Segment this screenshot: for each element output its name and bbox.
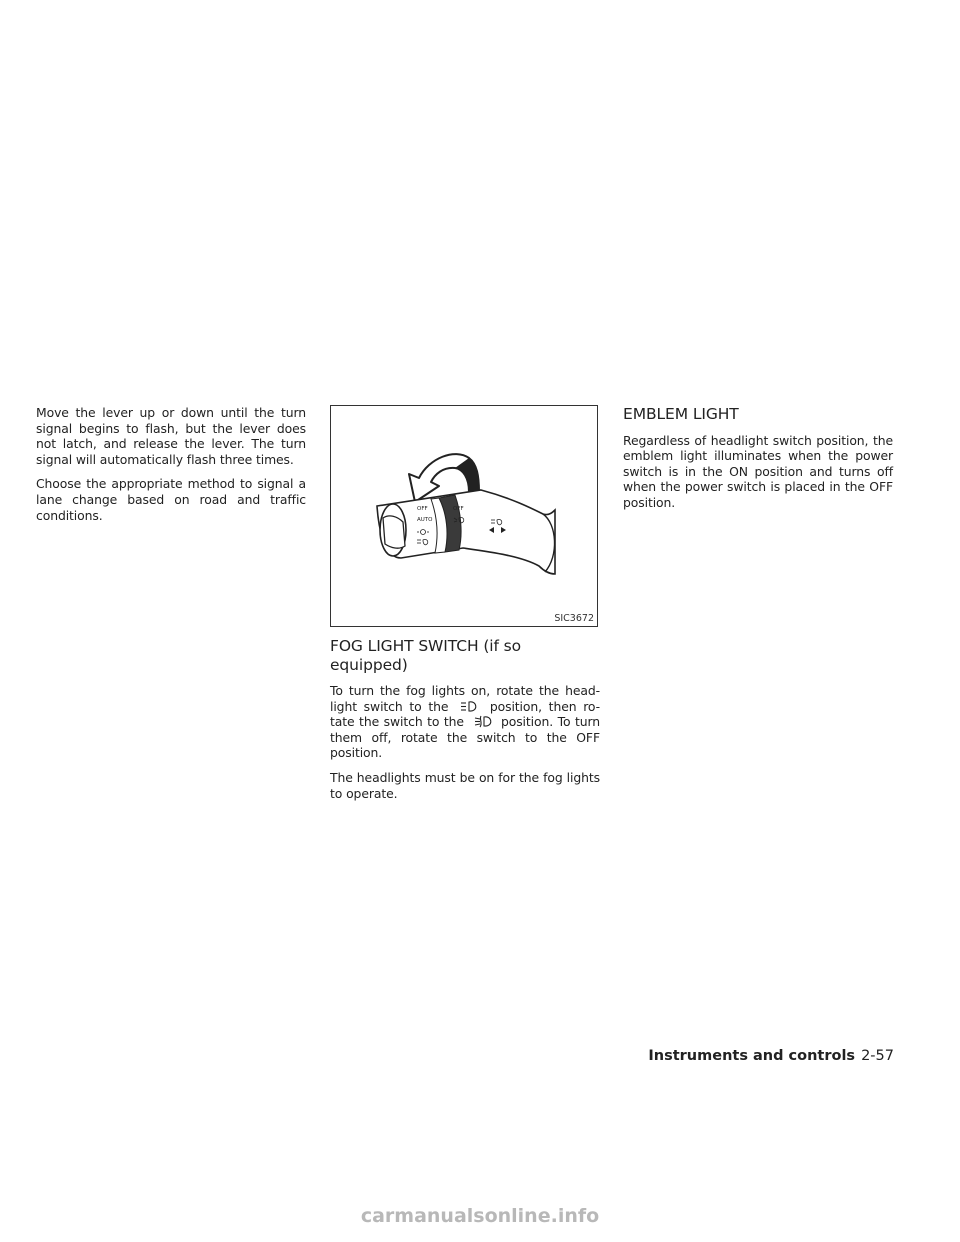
- figure-label: SIC3672: [554, 613, 594, 624]
- page-number: 2-57: [861, 1048, 894, 1064]
- paragraph-emblem: Regardless of headlight switch position, the emblem light illuminates when the power switch is in the ON position and turns off when the power switch is placed in the OFF position.: [623, 432, 893, 510]
- footer-section-title: Instruments and controls: [648, 1048, 856, 1064]
- column-left: [36, 405, 306, 532]
- fog-text-a: To turn the fog lights on, rotate the head-light switch to the: [330, 683, 600, 714]
- paragraph-fog-headlights: The headlights must be on for the fog lights to operate.: [330, 769, 600, 801]
- fog-text-b: position, then ro-tate the switch to the: [330, 698, 601, 730]
- lever-knob: [383, 516, 405, 548]
- headlight-switch-figure: [330, 405, 598, 627]
- page-footer: [648, 1048, 894, 1064]
- label-off: OFF: [417, 506, 428, 512]
- paragraph-fog-on: [330, 683, 600, 761]
- heading-fog-light: FOG LIGHT SWITCH (if so equipped): [330, 637, 522, 674]
- label-off-fog: OFF: [453, 506, 464, 512]
- label-auto: AUTO: [417, 517, 433, 523]
- switch-illustration: [331, 406, 599, 628]
- fog-text-c: position. To turn them off, rotate the switch to the OFF position.: [330, 714, 600, 761]
- headlight-position-icon: [455, 700, 483, 713]
- heading-emblem-light: EMBLEM LIGHT: [623, 405, 739, 423]
- column-middle: [330, 405, 600, 810]
- column-right: [623, 405, 893, 519]
- paragraph-turn-signal: Move the lever up or down until the turn signal begins to flash, but the lever does not latch, and release the lever. The turn signal will automatically flash three times.: [36, 405, 306, 467]
- arrow-shade: [455, 458, 479, 492]
- paragraph-lane-change: Choose the appropriate method to signal a lane change based on road and traffic conditions.: [36, 476, 306, 523]
- fog-light-position-icon: [468, 715, 496, 728]
- watermark: carmanualsonline.info: [360, 1205, 600, 1227]
